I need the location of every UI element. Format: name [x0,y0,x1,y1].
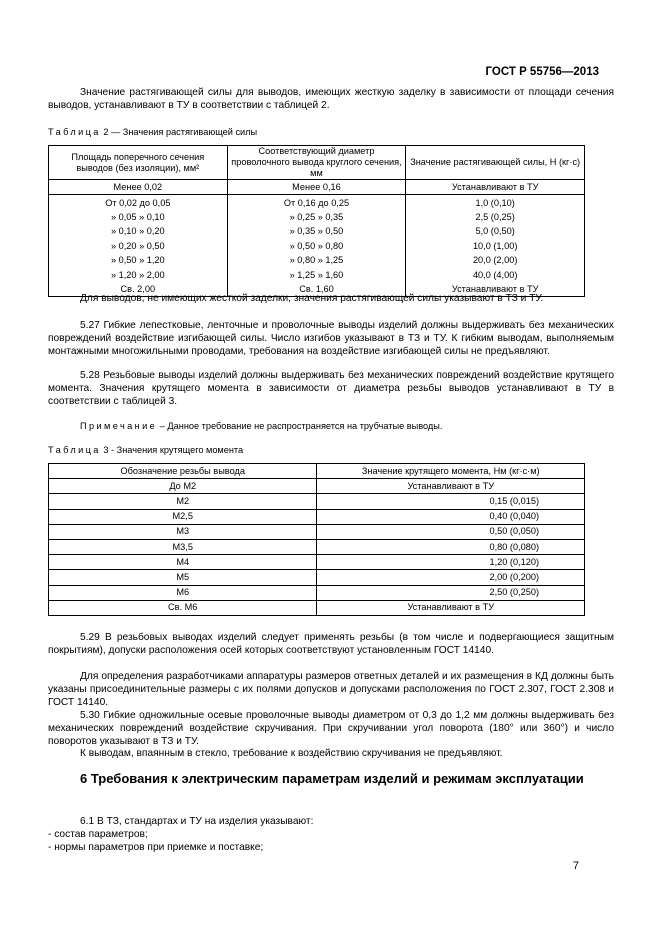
table-cell: » 0,20 » 0,50 [49,239,228,253]
note-text: – Данное требование не распространяется на трубчатые выводы. [159,421,443,431]
table-cell: » 0,50 » 1,20 [49,253,228,267]
table-cell: М6 [49,585,317,600]
table-cell: » 1,20 » 2,00 [49,267,228,281]
table-row [49,224,585,238]
table-cell: Устанавливают в ТУ [406,282,585,297]
table-cell: 10,0 (1,00) [406,239,585,253]
table2-header-force: Значение растягивающей силы, Н (кг·с) [406,146,585,180]
paragraph-after-table2 [48,293,614,306]
paragraph-intro [48,87,614,113]
table-row [49,539,585,554]
table-3 [48,463,585,616]
paragraph-5-29-text: 5.29 В резьбовых выводах изделий следует применять резьбы (в том числе и подвергающиеся защитным покрытиям), допуски расположения осей которых соответствуют установленным ГОСТ 14140. [48,632,614,656]
table-cell: 2,00 (0,200) [317,570,585,585]
paragraph-5-30-b-text: К выводам, впаянным в стекло, требование к воздействию скручивания не предъявляют. [80,748,503,759]
paragraph-5-29-b-text: Для определения разработчиками аппаратуры размеров ответных деталей и их размещения в КД должны быть указаны присоединительные размеры с их полями допусков и допусками расположения по ГОСТ 2.307, ГОСТ 2.308 и ГОСТ 14140. [48,671,614,708]
section-6-title [48,770,614,788]
table-cell: 2,5 (0,25) [406,210,585,224]
table-cell: 1,20 (0,120) [317,555,585,570]
table2-header-diameter: Соответствующий диаметр проволочного вывода круглого сечения, мм [227,146,406,180]
table-row [49,555,585,570]
table-cell: До М2 [49,479,317,494]
paragraph-intro-text: Значение растягивающей силы для выводов, имеющих жесткую заделку в зависимости от площади сечения выводов, устанавливают в ТУ в соответствии с таблицей 2. [48,87,614,111]
table2-caption [48,127,257,137]
document-header: ГОСТ Р 55756—2013 [485,66,599,78]
table-cell: Устанавливают в ТУ [406,180,585,195]
table3-caption-label: Таблица [48,445,101,455]
table-cell: 0,80 (0,080) [317,539,585,554]
table3-header-thread: Обозначение резьбы вывода [49,464,317,479]
table2-header-row [49,146,585,180]
table-cell: М2,5 [49,509,317,524]
table-cell: М2 [49,494,317,509]
section-6-title-text: 6 Требования к электрическим параметрам изделий и режимам эксплуатации [80,771,584,786]
table-cell: 20,0 (2,00) [406,253,585,267]
table-cell: 40,0 (4,00) [406,267,585,281]
table-row [49,210,585,224]
table-cell: » 0,80 » 1,25 [227,253,406,267]
list-item: - нормы параметров при приемке и поставке; [48,842,264,853]
paragraph-5-30 [48,710,614,748]
table-cell: » 0,10 » 0,20 [49,224,228,238]
table-2 [48,145,585,297]
paragraph-5-29 [48,632,614,658]
table-cell: » 0,50 » 0,80 [227,239,406,253]
table2-header-area: Площадь поперечного сечения выводов (без изоляции), мм² [49,146,228,180]
table-cell: М3,5 [49,539,317,554]
table-cell: 1,0 (0,10) [406,195,585,210]
page-number: 7 [572,860,579,872]
table-cell: М5 [49,570,317,585]
note [80,421,442,431]
table-row [49,267,585,281]
table-cell: М4 [49,555,317,570]
table-row [49,585,585,600]
table-row [49,570,585,585]
table-cell: 2,50 (0,250) [317,585,585,600]
table-cell: 0,40 (0,040) [317,509,585,524]
note-label: Примечание [80,421,158,431]
table-cell: Менее 0,16 [227,180,406,195]
table-row [49,195,585,210]
table3-header-row [49,464,585,479]
table-cell: От 0,16 до 0,25 [227,195,406,210]
table-cell: Св. 1,60 [227,282,406,297]
table-cell: » 0,25 » 0,35 [227,210,406,224]
paragraph-after-table2-text: Для выводов, не имеющих жесткой заделки, значения растягивающей силы указывают в ТЗ и ТУ. [80,293,544,304]
table-row [49,600,585,615]
table-cell: 0,50 (0,050) [317,524,585,539]
paragraph-6-1 [48,816,614,829]
list-item: - состав параметров; [48,829,148,840]
table3-caption-text: 3 - Значения крутящего момента [103,445,244,455]
paragraph-5-29-b [48,671,614,709]
table-cell: 5,0 (0,50) [406,224,585,238]
table-row [49,524,585,539]
table-cell: От 0,02 до 0,05 [49,195,228,210]
table-row [49,509,585,524]
table3-header-torque: Значение крутящего момента, Нм (кг·с·м) [317,464,585,479]
table-row [49,494,585,509]
paragraph-5-27 [48,320,614,358]
paragraph-6-1-text: 6.1 В ТЗ, стандартах и ТУ на изделия указывают: [80,816,314,827]
table2-caption-label: Таблица [48,127,101,137]
table-cell: Св. 2,00 [49,282,228,297]
table-cell: 0,15 (0,015) [317,494,585,509]
table-row [49,239,585,253]
table-cell: Устанавливают в ТУ [317,600,585,615]
paragraph-5-28 [48,370,614,408]
table3-caption [48,445,243,455]
table-row [49,479,585,494]
paragraph-5-28-text: 5.28 Резьбовые выводы изделий должны выдерживать без механических повреждений воздействие крутящего момента. Значения крутящего момента в зависимости от диаметра резьбы выводов устанавливают в ТУ в соответствии с таблицей 3. [48,370,614,407]
paragraph-5-30-b [48,748,614,761]
table-cell: Устанавливают в ТУ [317,479,585,494]
table-cell: » 0,05 » 0,10 [49,210,228,224]
table-cell: М3 [49,524,317,539]
table-cell: » 1,25 » 1,60 [227,267,406,281]
table-cell: Менее 0,02 [49,180,228,195]
paragraph-5-27-text: 5.27 Гибкие лепестковые, ленточные и проволочные выводы изделий должны выдерживать без механических повреждений воздействие изгибающей силы. Число изгибов указывают в ТЗ и ТУ. К гибким выводам, выполняемым монтажными многожильными проводами, требования на воздействие изгибающей силы не предъявляют. [48,320,614,357]
paragraph-5-30-text: 5.30 Гибкие одножильные осевые проволочные выводы диаметром от 0,3 до 1,2 мм должны выдерживать без механических повреждений воздействие скручивания. При скручивании угол поворота (180° или 360°) и число поворотов указывают в ТЗ и ТУ. [48,710,614,747]
table-cell: Св. М6 [49,600,317,615]
table-row [49,180,585,195]
table-cell: » 0,35 » 0,50 [227,224,406,238]
table2-caption-text: 2 — Значения растягивающей силы [103,127,258,137]
table-row [49,253,585,267]
